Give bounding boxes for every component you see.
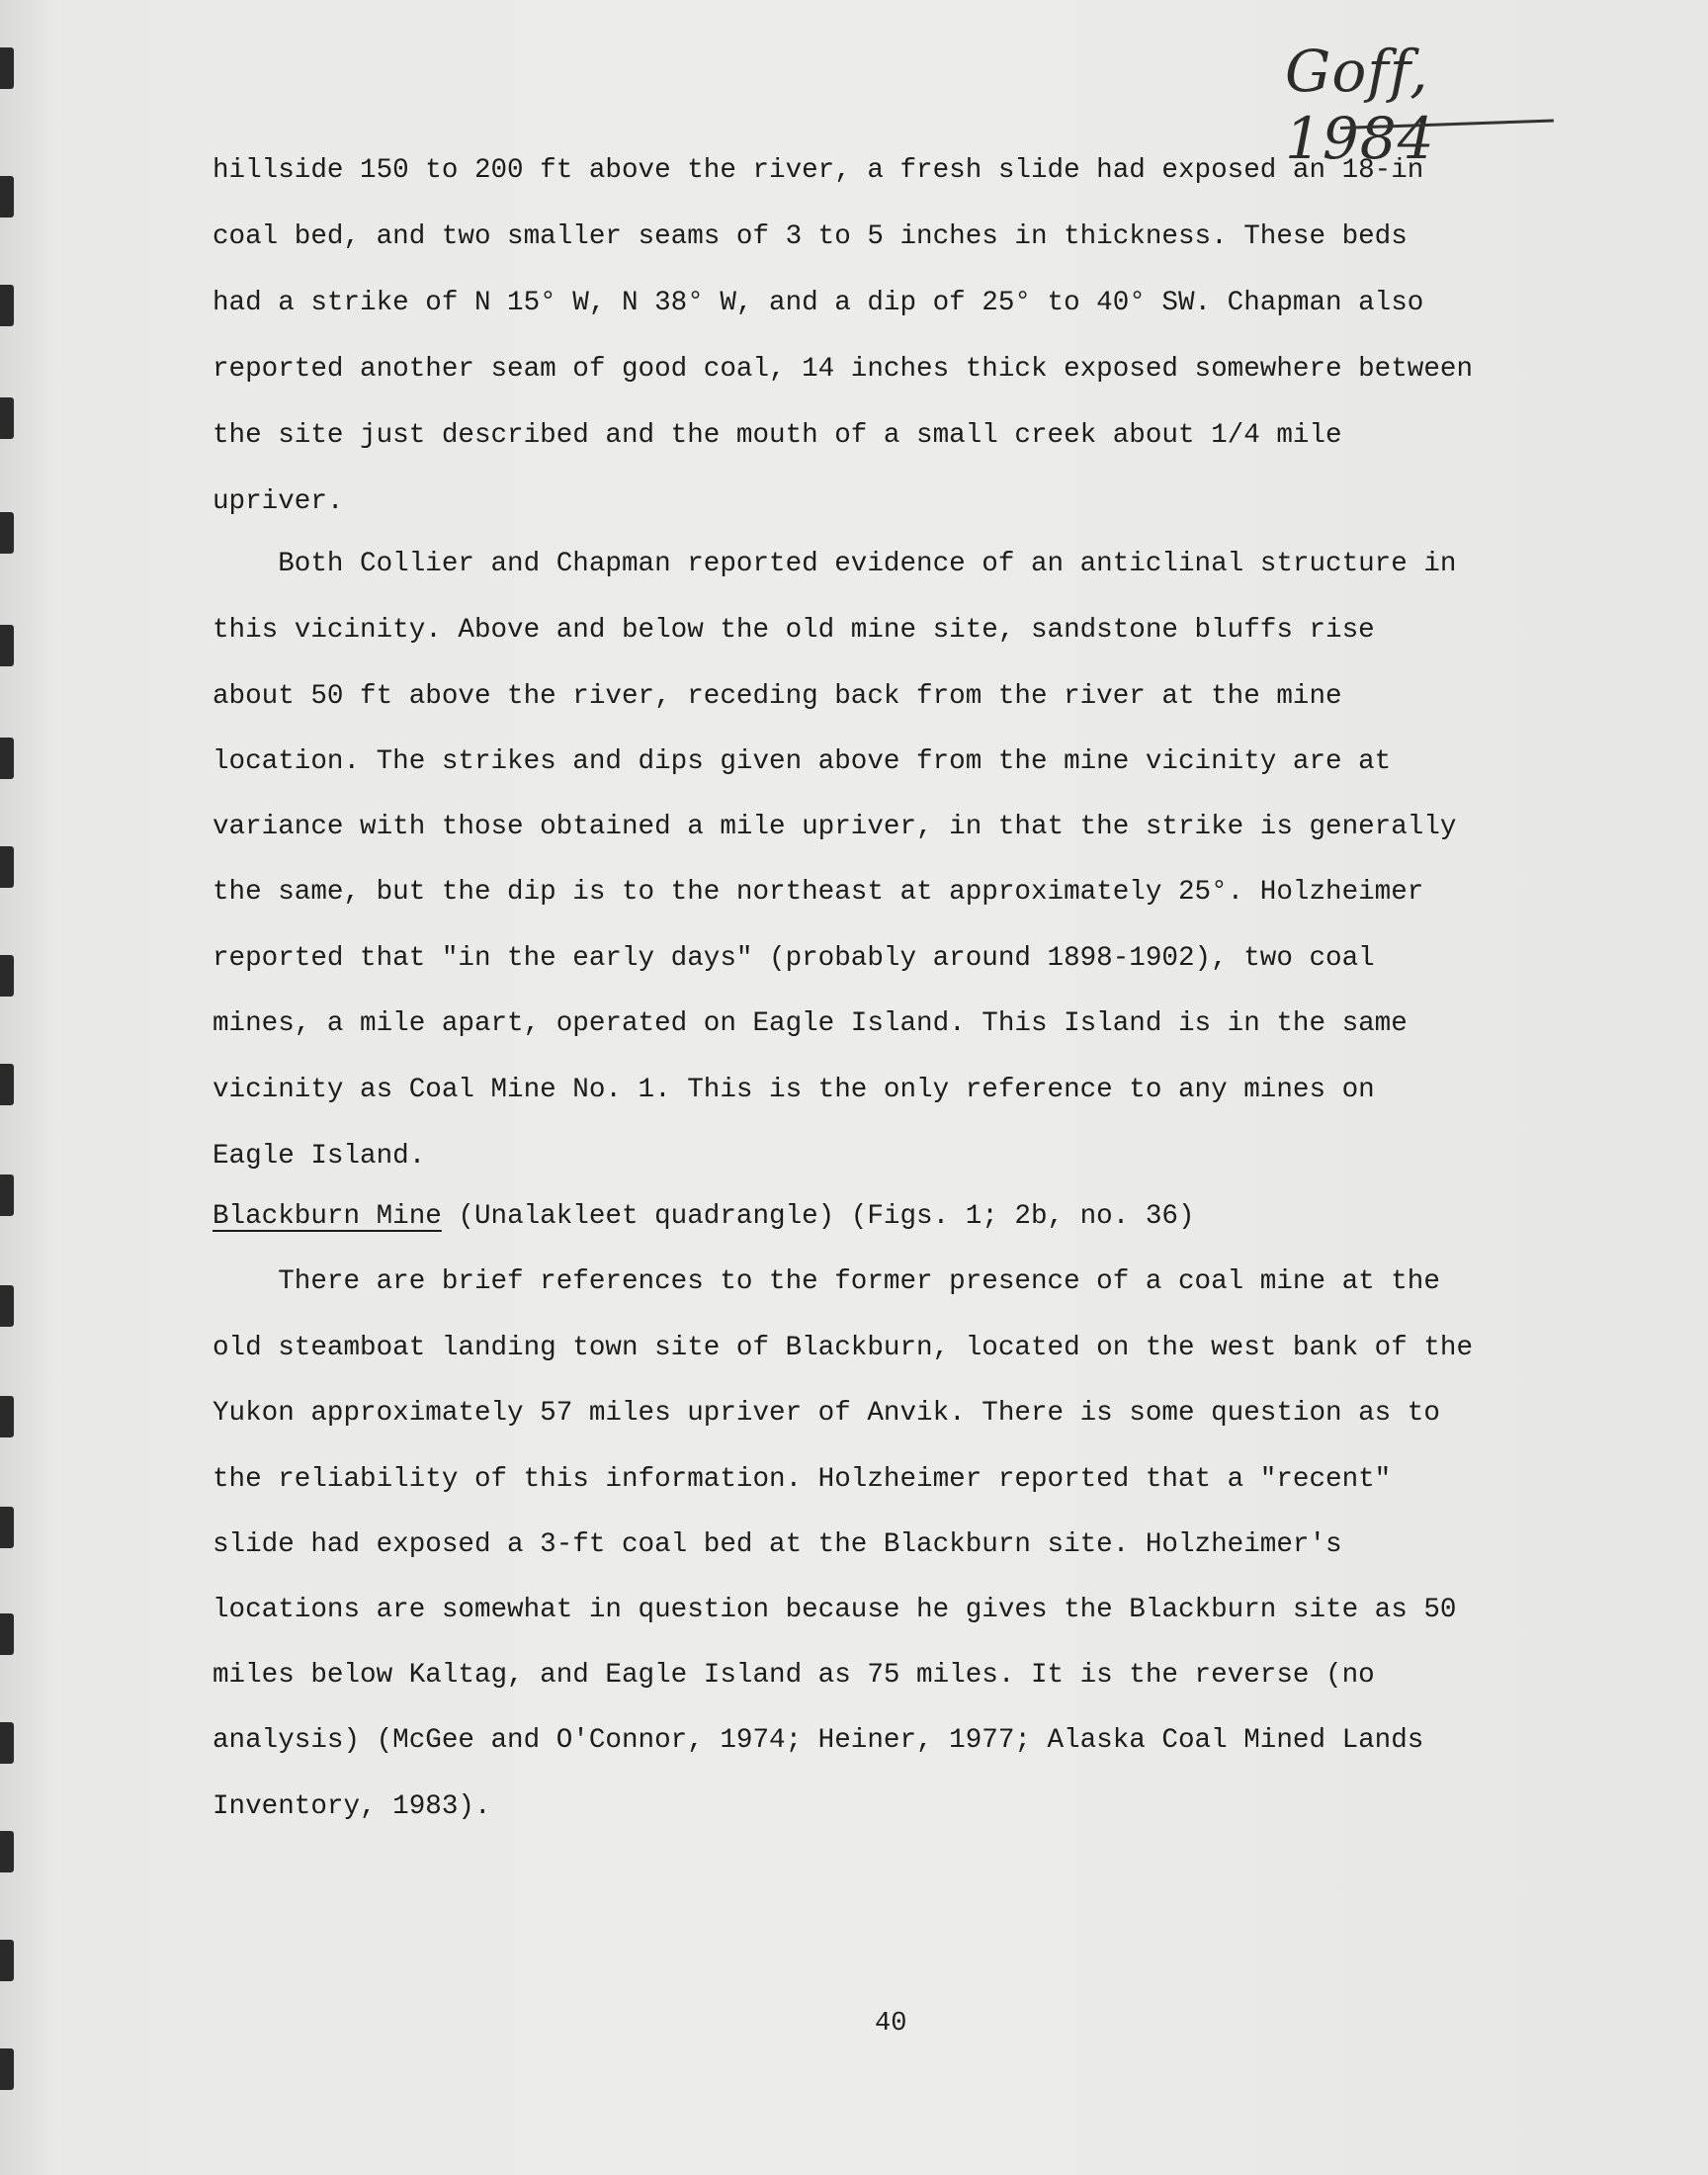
text-line: mines, a mile apart, operated on Eagle Island. This Island is in the same: [213, 1008, 1408, 1039]
binding-tab: [0, 1831, 14, 1872]
binding-tab: [0, 846, 14, 888]
binding-tab: [0, 176, 14, 218]
text-line: Both Collier and Chapman reported evidence of an anticlinal structure in: [213, 549, 1457, 579]
text-line: analysis) (McGee and O'Connor, 1974; Heiner, 1977; Alaska Coal Mined Lands: [213, 1725, 1424, 1756]
text-line: the reliability of this information. Holzheimer reported that a "recent": [213, 1464, 1392, 1495]
text-line: this vicinity. Above and below the old mine site, sandstone bluffs rise: [213, 615, 1375, 646]
binding-tab: [0, 955, 14, 997]
text-line: about 50 ft above the river, receding back from the river at the mine: [213, 681, 1342, 712]
binding-tab: [0, 625, 14, 666]
text-line: location. The strikes and dips given above from the mine vicinity are at: [213, 746, 1392, 777]
section-heading-title: Blackburn Mine: [213, 1201, 442, 1232]
binding-tab: [0, 2048, 14, 2090]
binding-tab: [0, 1722, 14, 1764]
text-line: Inventory, 1983).: [213, 1791, 491, 1822]
text-line: old steamboat landing town site of Blackburn, located on the west bank of the: [213, 1333, 1474, 1363]
text-line: the site just described and the mouth of a small creek about 1/4 mile: [213, 420, 1342, 451]
text-line: There are brief references to the former presence of a coal mine at the: [213, 1266, 1440, 1297]
binding-tab: [0, 1507, 14, 1548]
text-line: Yukon approximately 57 miles upriver of Anvik. There is some question as to: [213, 1398, 1440, 1429]
text-line: miles below Kaltag, and Eagle Island as 75 miles. It is the reverse (no: [213, 1660, 1375, 1691]
binding-tab: [0, 738, 14, 779]
binding-tab: [0, 397, 14, 439]
text-line: the same, but the dip is to the northeast at approximately 25°. Holzheimer: [213, 877, 1424, 908]
binding-tab: [0, 285, 14, 326]
binding-tab: [0, 47, 14, 89]
text-line: coal bed, and two smaller seams of 3 to 5 inches in thickness. These beds: [213, 221, 1408, 252]
text-line: reported that "in the early days" (probably around 1898-1902), two coal: [213, 943, 1375, 974]
text-line: slide had exposed a 3-ft coal bed at the Blackburn site. Holzheimer's: [213, 1529, 1342, 1560]
text-line: hillside 150 to 200 ft above the river, a fresh slide had exposed an 18-in: [213, 155, 1424, 186]
text-line: variance with those obtained a mile upriver, in that the strike is generally: [213, 812, 1457, 842]
binding-tab: [0, 1940, 14, 1981]
binding-tab: [0, 1064, 14, 1105]
section-heading: [213, 1199, 1195, 1235]
section-heading-rest: (Unalakleet quadrangle) (Figs. 1; 2b, no. 36): [441, 1201, 1195, 1232]
handwritten-annotation: Goff, 1984: [1285, 38, 1435, 172]
binding-tab: [0, 1174, 14, 1216]
text-line: vicinity as Coal Mine No. 1. This is the only reference to any mines on: [213, 1075, 1375, 1105]
text-line: reported another seam of good coal, 14 inches thick exposed somewhere between: [213, 354, 1474, 385]
binding-tab: [0, 1285, 14, 1327]
text-line: had a strike of N 15° W, N 38° W, and a dip of 25° to 40° SW. Chapman also: [213, 288, 1424, 318]
page-number: 40: [875, 2009, 907, 2039]
text-line: Eagle Island.: [213, 1141, 426, 1172]
binding-tab: [0, 512, 14, 554]
text-line: locations are somewhat in question because he gives the Blackburn site as 50: [213, 1595, 1457, 1625]
binding-tab: [0, 1396, 14, 1437]
binding-tab: [0, 1613, 14, 1655]
spiral-binding: [0, 0, 26, 2175]
text-line: upriver.: [213, 486, 344, 517]
